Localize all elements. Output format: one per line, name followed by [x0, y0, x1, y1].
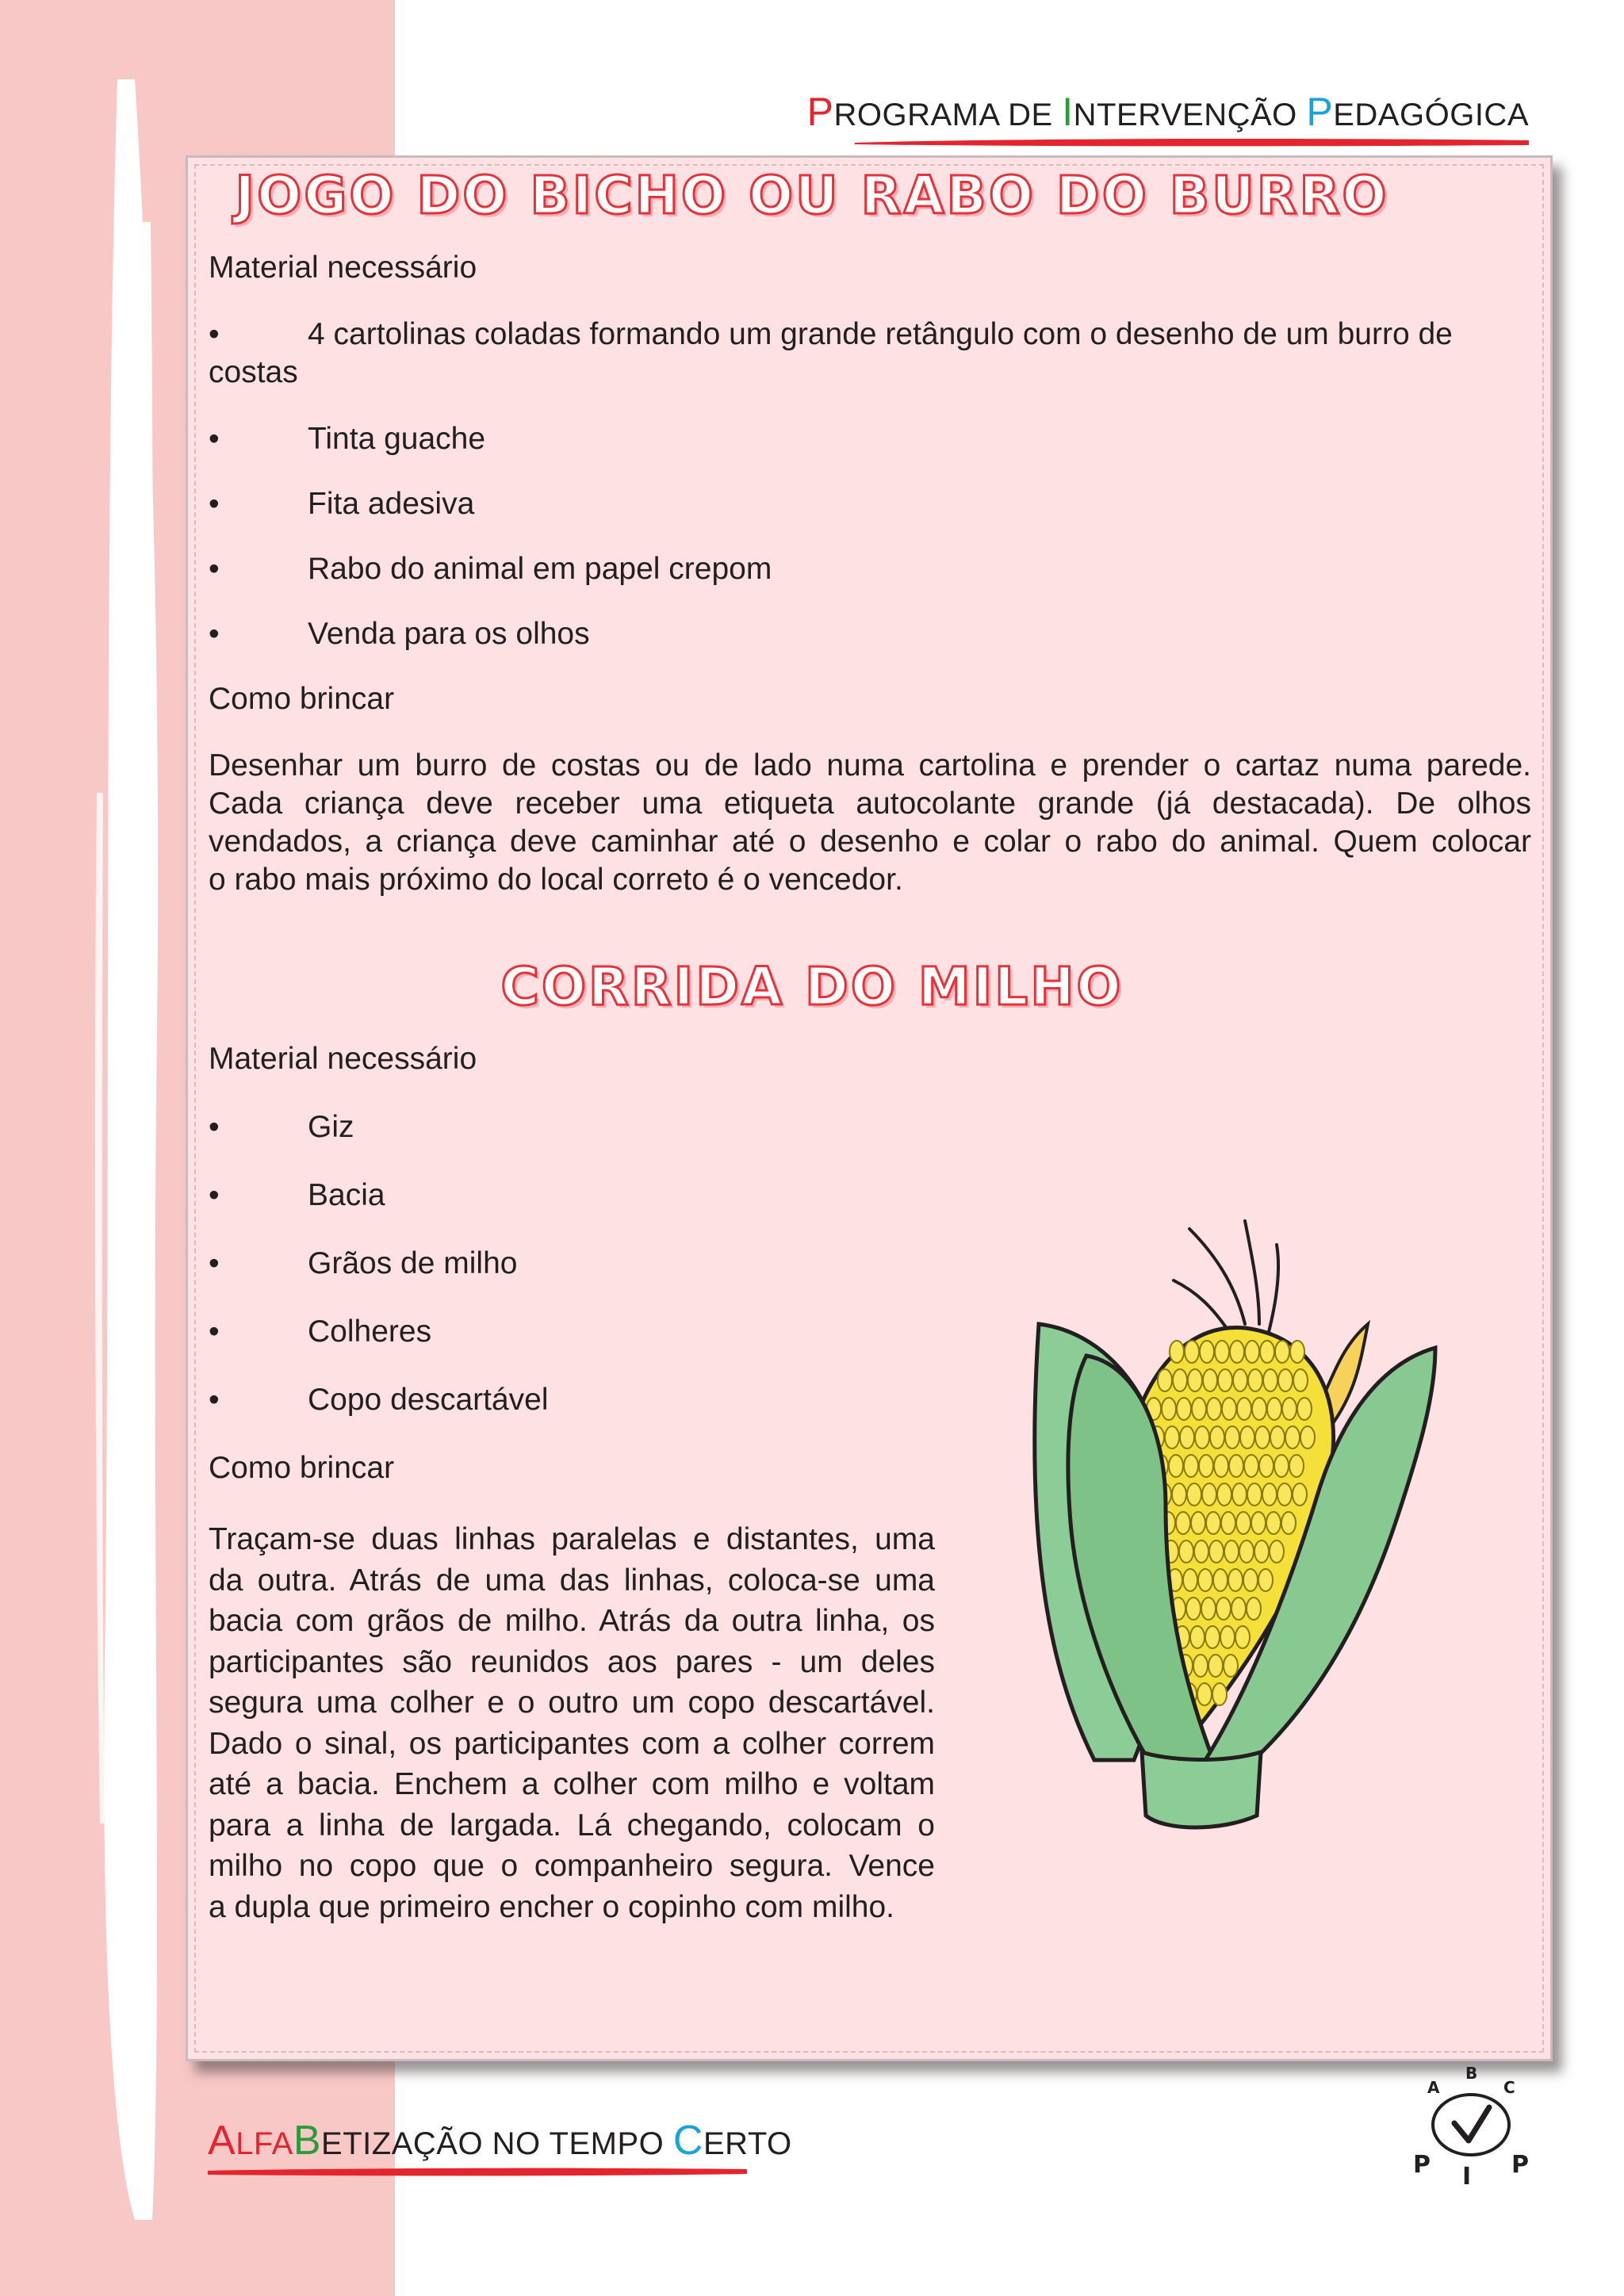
corn-kernel — [1198, 1569, 1212, 1591]
corn-kernel — [1258, 1569, 1273, 1591]
how-to-play-label: Como brincar — [209, 682, 395, 716]
corn-kernel — [1208, 1655, 1223, 1677]
bullet-icon: • — [209, 1314, 220, 1349]
corn-kernel — [1229, 1455, 1243, 1477]
corn-kernel — [1245, 1341, 1259, 1363]
corn-kernel — [1267, 1398, 1281, 1420]
section-title-jogo-do-bicho: JOGO DO BICHO OU RABO DO BURRO — [235, 165, 1389, 226]
list-item: Colheres — [308, 1314, 432, 1349]
corn-kernel — [1224, 1655, 1238, 1677]
corn-kernel — [1289, 1455, 1304, 1477]
corn-kernel — [1297, 1398, 1312, 1420]
footer-red-underline — [208, 2166, 747, 2177]
list-item: Rabo do animal em papel crepom — [308, 552, 772, 586]
corn-kernel — [1188, 1369, 1202, 1391]
how-to-play-label: Como brincar — [209, 1451, 395, 1485]
corn-kernel — [1230, 1341, 1244, 1363]
description-line: até a bacia. Enchem a colher com milho e voltam — [209, 1767, 935, 1801]
corn-kernel — [1177, 1398, 1191, 1420]
corn-kernel — [1259, 1455, 1274, 1477]
corn-kernel — [1232, 1483, 1247, 1506]
corn-kernel — [1252, 1398, 1266, 1420]
corn-kernel — [1183, 1569, 1197, 1591]
corn-kernel — [1194, 1540, 1208, 1563]
corn-kernel — [1176, 1512, 1190, 1534]
list-item: Bacia — [308, 1178, 385, 1212]
description-line: Cada criança deve receber uma etiqueta autocolante grande (já destacada). De olhos — [209, 786, 1531, 821]
corn-kernel — [1263, 1369, 1277, 1391]
abc-pip-logo — [1396, 2061, 1546, 2188]
list-item: Fita adesiva — [308, 487, 475, 521]
corn-kernel — [1172, 1483, 1186, 1506]
corn-kernel — [1248, 1369, 1262, 1391]
corn-kernel — [1293, 1483, 1307, 1506]
corn-kernel — [1210, 1426, 1224, 1448]
description-line: segura uma colher e o outro um copo descartável. — [209, 1686, 935, 1720]
logo-letter: P — [1511, 2151, 1529, 2179]
description-line: Traçam-se duas linhas paralelas e distantes, uma — [209, 1522, 935, 1556]
corn-kernel — [1199, 1455, 1213, 1477]
corn-kernel — [1170, 1341, 1184, 1363]
corn-kernel — [1207, 1398, 1221, 1420]
description-line: participantes são reunidos aos pares - um deles — [209, 1644, 935, 1679]
section-title-corrida-do-milho: CORRIDA DO MILHO — [500, 956, 1124, 1017]
corn-kernel — [1270, 1426, 1285, 1448]
corn-kernel — [1213, 1569, 1228, 1591]
corn-kernel — [1209, 1540, 1224, 1563]
corn-kernel — [1222, 1398, 1236, 1420]
corn-kernel — [1173, 1369, 1187, 1391]
corn-kernel — [1184, 1455, 1198, 1477]
description-line: Dado o sinal, os participantes com a colher correm — [209, 1726, 935, 1761]
description-line: a dupla que primeiro encher o copinho com milho. — [209, 1889, 894, 1924]
corn-kernel — [1293, 1369, 1308, 1391]
corn-kernel — [1231, 1598, 1246, 1620]
corn-kernel — [1192, 1398, 1206, 1420]
corn-kernel — [1285, 1426, 1300, 1448]
material-label: Material necessário — [209, 251, 477, 285]
corn-illustration — [1007, 1205, 1483, 1863]
corn-kernel — [1180, 1426, 1194, 1448]
corn-kernel — [1260, 1341, 1274, 1363]
corn-kernel — [1254, 1540, 1269, 1563]
description-line: da outra. Atrás de uma das linhas, coloca-se uma — [209, 1563, 935, 1598]
material-label: Material necessário — [209, 1042, 477, 1076]
corn-kernel — [1221, 1512, 1235, 1534]
corn-kernel — [1195, 1426, 1209, 1448]
corn-kernel — [1262, 1483, 1277, 1506]
corn-kernel — [1216, 1598, 1231, 1620]
corn-kernel — [1201, 1598, 1216, 1620]
corn-kernel — [1225, 1426, 1239, 1448]
corn-kernel — [1275, 1341, 1289, 1363]
white-brush-stroke — [87, 79, 190, 2220]
corn-kernel — [1281, 1512, 1296, 1534]
list-item: Grãos de milho — [308, 1246, 518, 1280]
description-line: o rabo mais próximo do local correto é o vencedor. — [209, 863, 903, 897]
bullet-icon: • — [209, 487, 220, 521]
corn-kernel — [1240, 1426, 1254, 1448]
corn-silk — [1174, 1221, 1278, 1332]
header-program-title: PROGRAMA DE INTERVENÇÃO PEDAGÓGICA — [806, 90, 1529, 134]
game-description — [209, 747, 1531, 899]
corn-kernel — [1206, 1512, 1220, 1534]
corn-kernel — [1200, 1341, 1214, 1363]
corn-kernel — [1228, 1569, 1243, 1591]
description-line: milho no copo que o companheiro segura. Vence — [209, 1849, 935, 1883]
list-item: Venda para os olhos — [308, 617, 590, 651]
corn-kernel — [1266, 1512, 1281, 1534]
corn-kernel — [1290, 1341, 1304, 1363]
list-item: Copo descartável — [308, 1383, 549, 1417]
description-line: bacia com grãos de milho. Atrás da outra linha, os — [209, 1604, 935, 1638]
bullet-icon: • — [209, 617, 220, 651]
logo-letter: B — [1465, 2064, 1478, 2083]
corn-kernel — [1247, 1483, 1262, 1506]
corn-kernel — [1185, 1341, 1199, 1363]
bullet-icon: • — [209, 1178, 220, 1212]
bullet-icon: • — [209, 422, 220, 456]
list-item: Giz — [308, 1110, 354, 1144]
game-description — [209, 1519, 935, 1927]
bullet-icon: • — [209, 552, 220, 586]
description-line: para a linha de largada. Lá chegando, colocam o — [209, 1808, 935, 1843]
description-line: vendados, a criança deve caminhar até o desenho e colar o rabo do animal. Quem colocar — [209, 825, 1531, 859]
corn-kernel — [1244, 1455, 1258, 1477]
corn-kernel — [1214, 1455, 1228, 1477]
corn-kernel — [1179, 1540, 1193, 1563]
list-item: 4 cartolinas coladas formando um grande retângulo com o desenho de um burro de — [308, 317, 1453, 351]
corn-kernel — [1236, 1512, 1251, 1534]
corn-kernel — [1162, 1398, 1176, 1420]
corn-kernel — [1243, 1569, 1258, 1591]
bullet-icon: • — [209, 317, 220, 351]
corn-kernel — [1202, 1483, 1216, 1506]
corn-kernel — [1187, 1483, 1201, 1506]
corn-kernel — [1278, 1369, 1293, 1391]
list-item: Tinta guache — [308, 422, 486, 456]
corn-kernel — [1270, 1540, 1284, 1563]
corn-kernel — [1169, 1455, 1183, 1477]
logo-letter: I — [1462, 2163, 1472, 2188]
corn-kernel — [1235, 1626, 1250, 1648]
corn-kernel — [1186, 1598, 1201, 1620]
corn-kernel — [1220, 1626, 1235, 1648]
logo-letter: C — [1503, 2078, 1515, 2097]
corn-kernel — [1203, 1369, 1217, 1391]
corn-kernel — [1300, 1426, 1315, 1448]
corn-kernel — [1217, 1483, 1231, 1506]
corn-kernel — [1237, 1398, 1251, 1420]
logo-letter: A — [1427, 2078, 1440, 2097]
corn-kernel — [1193, 1655, 1208, 1677]
logo-letter: P — [1413, 2151, 1431, 2179]
corn-kernel — [1197, 1683, 1212, 1705]
corn-kernel — [1247, 1598, 1261, 1620]
bullet-icon: • — [209, 1110, 220, 1144]
corn-kernel — [1190, 1626, 1205, 1648]
corn-kernel — [1277, 1483, 1292, 1506]
bullet-icon: • — [209, 1246, 220, 1280]
corn-stem — [1142, 1752, 1261, 1827]
corn-kernel — [1255, 1426, 1270, 1448]
corn-kernel — [1191, 1512, 1205, 1534]
corn-kernel — [1282, 1398, 1297, 1420]
corn-kernel — [1215, 1341, 1229, 1363]
corn-kernel — [1274, 1455, 1289, 1477]
footer-program-title: ALFABETIZAÇÃO NO TEMPO CERTO — [208, 2118, 792, 2164]
corn-kernel — [1205, 1626, 1220, 1648]
corn-kernel — [1233, 1369, 1247, 1391]
corn-kernel — [1218, 1369, 1232, 1391]
bullet-icon: • — [209, 1383, 220, 1417]
corn-kernel — [1251, 1512, 1266, 1534]
corn-kernel — [1224, 1540, 1239, 1563]
description-line: Desenhar um burro de costas ou de lado numa cartolina e prender o cartaz numa parede. — [209, 748, 1531, 783]
corn-kernel — [1239, 1540, 1254, 1563]
header-red-underline — [855, 136, 1529, 147]
corn-kernel — [1212, 1683, 1227, 1705]
corn-kernel — [1158, 1369, 1172, 1391]
corn-kernel — [1165, 1426, 1179, 1448]
list-item-continuation: costas — [209, 355, 298, 389]
